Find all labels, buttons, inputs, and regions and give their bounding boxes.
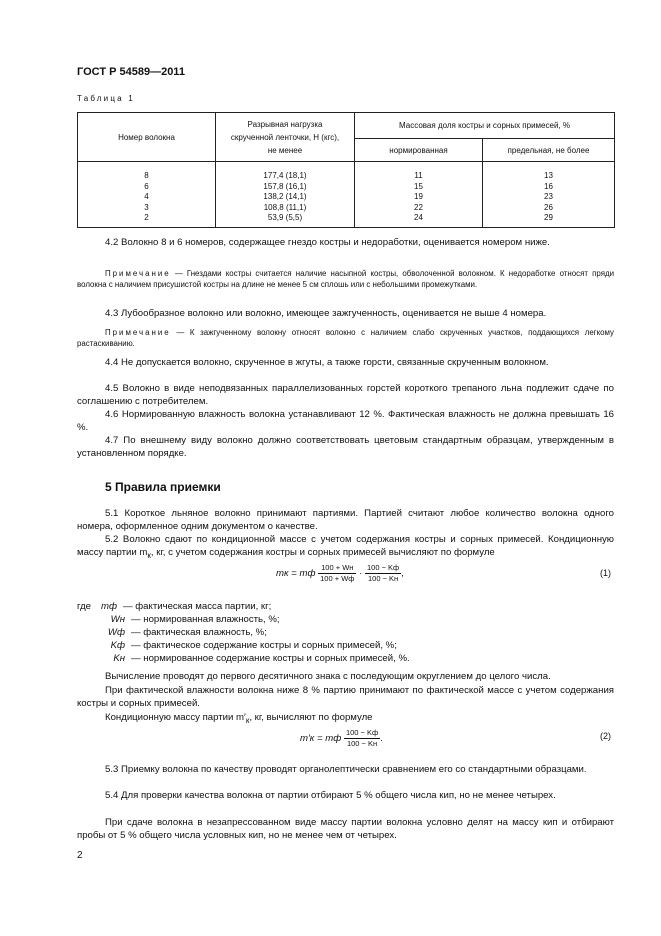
para-5-3: 5.3 Приемку волокна по качеству проводят органолептически сравнением его со стандартными образцами.: [105, 764, 587, 775]
cell-normalized: 11 15 19 22 24: [355, 162, 483, 228]
para-calc: Вычисление проводят до первого десятичного знака с последующим округлением до целого числа.: [105, 671, 551, 682]
para-4-7: 4.7 По внешнему виду волокно должно соответствовать цветовым стандартным образцам, утвержденным в установленном порядке.: [77, 435, 614, 459]
page-number: 2: [77, 850, 83, 861]
para-4-6: 4.6 Нормированную влажность волокна устанавливают 12 %. Фактическая влажность не должна превышать 16 %.: [77, 409, 614, 433]
para-5-2: 5.2 Волокно сдают по кондиционной массе с учетом содержания костры и сорных примесей. Кондиционную массу партии $m_к$, кг, с учетом содержания костры и сорных примесей вычисляют по формуле: [77, 534, 614, 560]
table-row: [78, 162, 615, 228]
header-mass-fraction: Массовая доля костры и сорных примесей, %: [355, 113, 615, 139]
formula-1-number: (1): [600, 568, 611, 578]
formula-2: m′к = mф $\frac{100 - Kф}{100 - Kн}$ .: [300, 728, 383, 748]
para-below-8: При фактической влажности волокна ниже 8 % партию принимают по фактической массе с учетом содержания костры и сорных примесей.: [77, 685, 614, 709]
note-1: Примечание — Гнездами костры считается наличие насыпной костры, обволоченной волокном. К недоработке относят пряди волокна с наличием присушистой костры на длине не менее 5 см сплошь или с небольшими промежутками.: [77, 269, 614, 289]
document-header: ГОСТ Р 54589—2011: [77, 66, 185, 78]
header-breaking-load: Разрывная нагрузка скрученной ленточки, Н (кгс), не менее: [216, 113, 355, 162]
note-2: Примечание — К зажгученному волокну относят волокно с наличием слабо скрученных участков, поддающихся легкому растаскиванию.: [77, 328, 614, 348]
para-5-1: 5.1 Короткое льняное волокно принимают партиями. Партией считают любое количество волокна одного номера, оформленное одним документом о качестве.: [77, 508, 614, 532]
para-4-2: 4.2 Волокно 8 и 6 номеров, содержащее гнездо костры и недоработки, оценивается номером ниже.: [105, 237, 550, 248]
para-5-4: 5.4 Для проверки качества волокна от партии отбирают 5 % общего числа кип, но не менее четырех.: [105, 790, 556, 801]
formula-2-number: (2): [600, 731, 611, 741]
para-4-5: 4.5 Волокно в виде неподвязанных параллелизованных горстей короткого трепаного льна подлежит сдаче по соглашению с потребителем.: [77, 383, 614, 407]
formula-1: mк = mф $\frac{100 + Wн}{100 + Wф}$ · $\frac{100 - Kф}{100 - Kн}$ ,: [276, 563, 404, 583]
section-5-title: 5 Правила приемки: [105, 480, 221, 494]
header-fiber-number: Номер волокна: [78, 113, 216, 162]
para-5-4b: При сдаче волокна в незапрессованном виде массу партии волокна условно делят на массу кип и отбирают пробы от 5 % общего числа условных кип, но не менее чем от четырех.: [77, 817, 614, 841]
cell-numbers: 8 6 4 3 2: [78, 162, 216, 228]
para-cond2: Кондиционную массу партии $m'_к$, кг, вычисляют по формуле: [105, 712, 373, 725]
table-caption: Таблица 1: [77, 94, 135, 103]
para-4-3: 4.3 Лубообразное волокно или волокно, имеющее зажгученность, оценивается не выше 4 номера.: [105, 308, 547, 319]
table-1: [77, 112, 615, 228]
cell-loads: 177,4 (18,1) 157,8 (16,1) 138,2 (14,1) 108,8 (11,1) 53,9 (5,5): [216, 162, 355, 228]
header-normalized: нормированная: [355, 139, 483, 162]
para-4-4: 4.4 Не допускается волокно, скрученное в жгуты, а также горсти, связанные скрученным волокном.: [105, 357, 549, 368]
header-limit: предельная, не более: [483, 139, 615, 162]
legend: где mф — фактическая масса партии, кг; Wн — нормированная влажность, %; Wф — фактическая влажность, %; Kф — фактическое содержание костры и сорных примесей, %; Kн — нормированное содержание костры и сорных примесей, %.: [77, 601, 410, 664]
cell-limit: 13 16 23 26 29: [483, 162, 615, 228]
